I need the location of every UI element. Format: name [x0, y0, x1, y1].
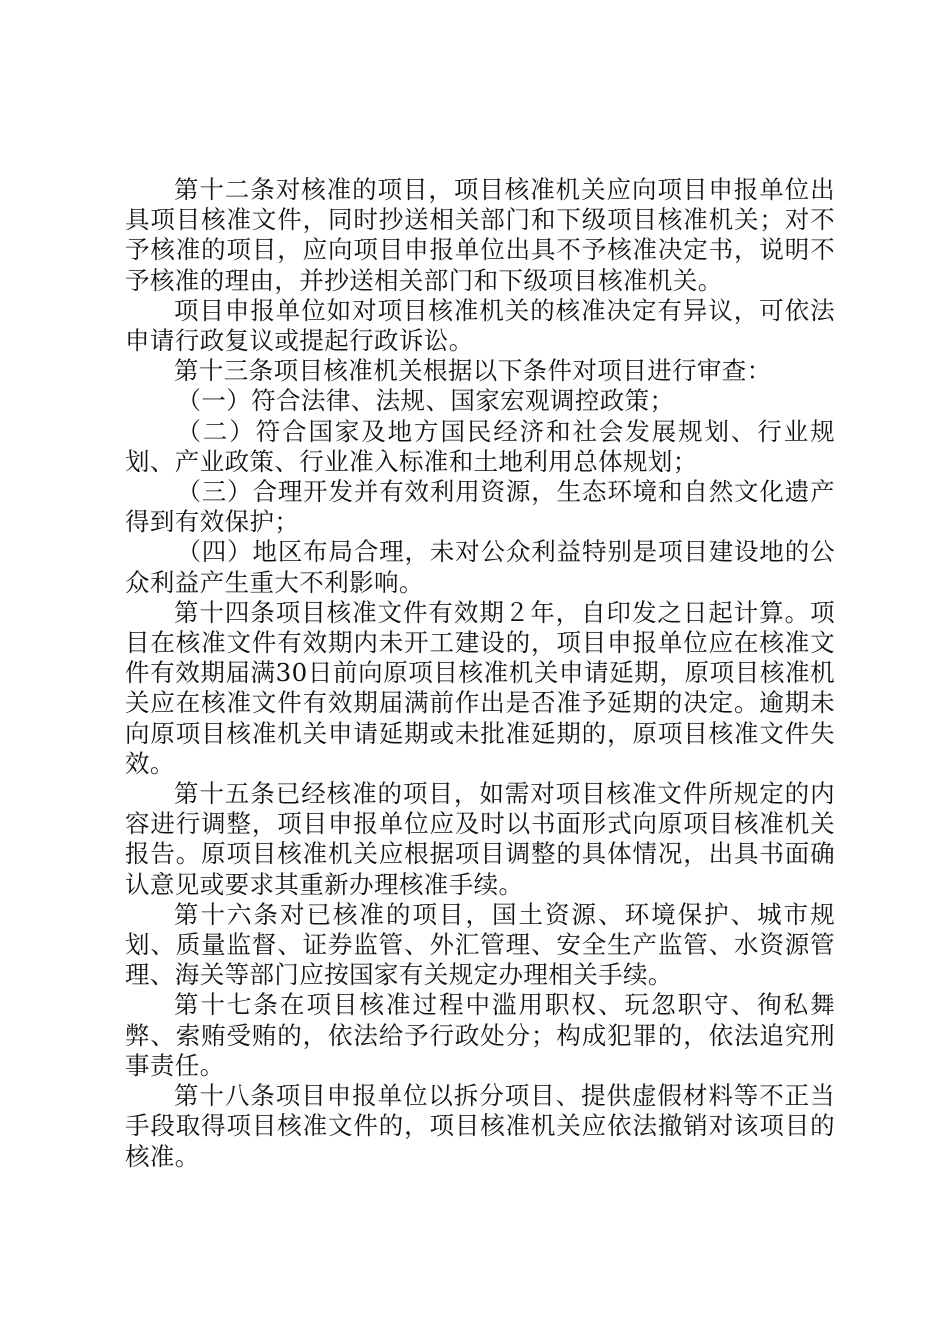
- condition-item-4: （四）地区布局合理，未对公众利益特别是项目建设地的公众利益产生重大不利影响。: [125, 537, 835, 597]
- condition-item-1: （一）符合法律、法规、国家宏观调控政策；: [176, 386, 675, 416]
- article-12-paragraph: 第十二条对核准的项目，项目核准机关应向项目申报单位出具项目核准文件，同时抄送相关部门和下级项目核准机关；对不予核准的项目，应向项目申报单位出具不予核准决定书，说明不予核准的理由，并抄送相关部门和下级项目核准机关。: [125, 175, 835, 295]
- condition-item-3: （三）合理开发并有效利用资源，生态环境和自然文化遗产得到有效保护；: [125, 477, 835, 537]
- article-13-paragraph: 第十三条项目核准机关根据以下条件对项目进行审查：: [174, 356, 772, 386]
- article-15-paragraph: 第十五条已经核准的项目，如需对项目核准文件所规定的内容进行调整，项目申报单位应及时以书面形式向原项目核准机关报告。原项目核准机关应根据项目调整的具体情况，出具书面确认意见或要求其重新办理核准手续。: [125, 779, 835, 899]
- article-16-paragraph: 第十六条对已核准的项目，国土资源、环境保护、城市规划、质量监督、证券监管、外汇管理、安全生产监管、水资源管理、海关等部门应按国家有关规定办理相关手续。: [125, 899, 835, 990]
- article-17-paragraph: 第十七条在项目核准过程中滥用职权、玩忽职守、徇私舞弊、索贿受贿的，依法给予行政处分；构成犯罪的，依法追究刑事责任。: [125, 990, 835, 1080]
- article-18-paragraph: 第十八条项目申报单位以拆分项目、提供虚假材料等不正当手段取得项目核准文件的，项目核准机关应依法撤销对该项目的核准。: [125, 1081, 835, 1171]
- article-14-paragraph: 第十四条项目核准文件有效期２年，自印发之日起计算。项目在核准文件有效期内未开工建设的，项目申报单位应在核准文件有效期届满30日前向原项目核准机关申请延期，原项目核准机关应在核准文件有效期届满前作出是否准予延期的决定。逾期未向原项目核准机关申请延期或未批准延期的，原项目核准文件失效。: [125, 597, 835, 778]
- condition-item-2: （二）符合国家及地方国民经济和社会发展规划、行业规划、产业政策、行业准入标准和土地利用总体规划；: [125, 416, 835, 476]
- objection-paragraph: 项目申报单位如对项目核准机关的核准决定有异议，可依法申请行政复议或提起行政诉讼。: [125, 295, 835, 356]
- document-body: [125, 175, 835, 1172]
